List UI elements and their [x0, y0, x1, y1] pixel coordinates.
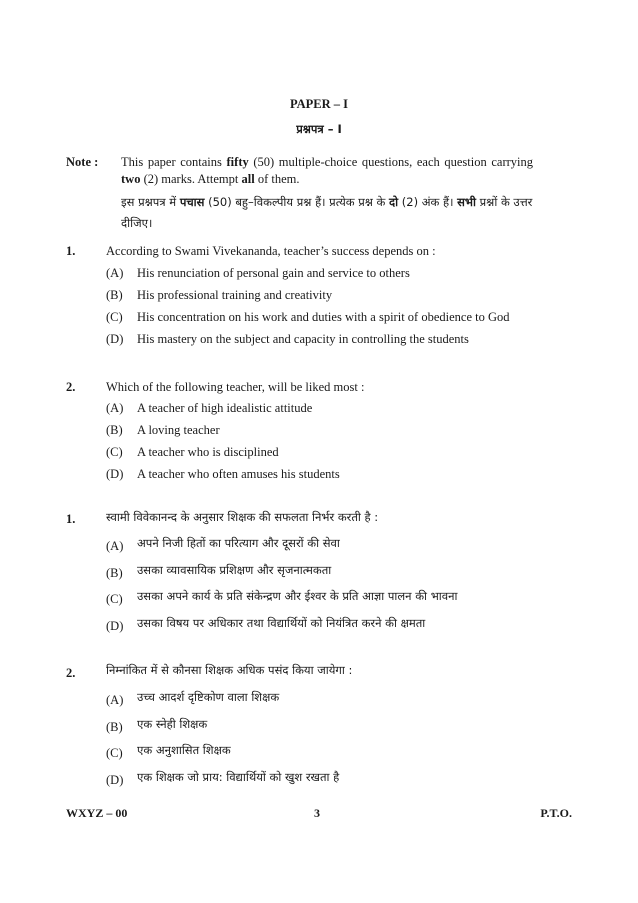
question-2-option-b-text: A loving teacher [137, 423, 220, 437]
question-2-option-d-label: (D) [106, 467, 124, 481]
hindi-question-2-option-c-label: (C) [106, 746, 123, 760]
hindi-question-1-option-b-text: उसका व्यावसायिक प्रशिक्षण और सृजनात्मकता [137, 563, 332, 577]
hindi-question-2-text: निम्नांकित में से कौनसा शिक्षक अधिक पसंद किया जायेगा : [106, 663, 353, 677]
hindi-question-2-option-c-text: एक अनुशासित शिक्षक [137, 743, 231, 757]
note-hindi-line-2: दीजिए। [121, 216, 153, 230]
hindi-question-1-number: 1. [66, 512, 76, 526]
question-1-option-a-label: (A) [106, 266, 124, 280]
question-2-option-d-text: A teacher who often amuses his students [137, 467, 340, 481]
hindi-question-1-text: स्वामी विवेकानन्द के अनुसार शिक्षक की सफलता निर्भर करती है : [106, 510, 379, 524]
question-2-option-a-text: A teacher of high idealistic attitude [137, 401, 313, 415]
paper-title: PAPER – I [289, 97, 349, 111]
question-1-text: According to Swami Vivekananda, teacher’s success depends on : [106, 244, 436, 258]
paper-title-hindi: प्रश्नपत्र – I [296, 122, 342, 136]
question-2-number: 2. [66, 380, 76, 394]
hindi-question-1-option-c-label: (C) [106, 592, 123, 606]
question-1-option-c-label: (C) [106, 310, 123, 324]
question-1-option-d-label: (D) [106, 332, 124, 346]
note-english-line-1: This paper contains fifty (50) multiple-choice questions, each question carrying [121, 155, 533, 169]
footer-page-number: 3 [314, 806, 320, 820]
footer-paper-code: WXYZ – 00 [66, 806, 128, 820]
footer-pto: P.T.O. [540, 806, 572, 820]
question-2-option-c-label: (C) [106, 445, 123, 459]
question-1-option-d-text: His mastery on the subject and capacity in controlling the students [137, 332, 469, 346]
question-2-option-c-text: A teacher who is disciplined [137, 445, 279, 459]
hindi-question-1-option-a-label: (A) [106, 539, 124, 553]
question-1-option-b-label: (B) [106, 288, 123, 302]
note-label: Note : [66, 155, 99, 169]
question-2-text: Which of the following teacher, will be liked most : [106, 380, 365, 394]
note-english-line-2: two (2) marks. Attempt all of them. [121, 172, 300, 186]
question-1-option-b-text: His professional training and creativity [137, 288, 333, 302]
hindi-question-2-number: 2. [66, 666, 76, 680]
hindi-question-1-option-d-label: (D) [106, 619, 124, 633]
hindi-question-1-option-b-label: (B) [106, 566, 123, 580]
hindi-question-2-option-d-label: (D) [106, 773, 124, 787]
hindi-question-1-option-c-text: उसका अपने कार्य के प्रति संकेन्द्रण और ईश्वर के प्रति आज्ञा पालन की भावना [137, 589, 458, 603]
question-2-option-b-label: (B) [106, 423, 123, 437]
hindi-question-2-option-b-label: (B) [106, 720, 123, 734]
note-hindi-line-1: इस प्रश्नपत्र में पचास (50) बहु–विकल्पीय प्रश्न हैं। प्रत्येक प्रश्न के दो (2) अंक हैं। सभी प्रश्नों के उत्तर [121, 195, 533, 209]
question-1-option-a-text: His renunciation of personal gain and service to others [137, 266, 410, 280]
hindi-question-2-option-d-text: एक शिक्षक जो प्राय: विद्यार्थियों को खुश रखता है [137, 770, 340, 784]
question-1-option-c-text: His concentration on his work and duties with a spirit of obedience to God [137, 310, 510, 324]
hindi-question-1-option-a-text: अपने निजी हितों का परित्याग और दूसरों की सेवा [137, 536, 340, 550]
question-2-option-a-label: (A) [106, 401, 124, 415]
hindi-question-1-option-d-text: उसका विषय पर अधिकार तथा विद्यार्थियों को नियंत्रित करने की क्षमता [137, 616, 426, 630]
question-1-number: 1. [66, 244, 76, 258]
hindi-question-2-option-a-label: (A) [106, 693, 124, 707]
hindi-question-2-option-b-text: एक स्नेही शिक्षक [137, 717, 208, 731]
hindi-question-2-option-a-text: उच्च आदर्श दृष्टिकोण वाला शिक्षक [137, 690, 280, 704]
